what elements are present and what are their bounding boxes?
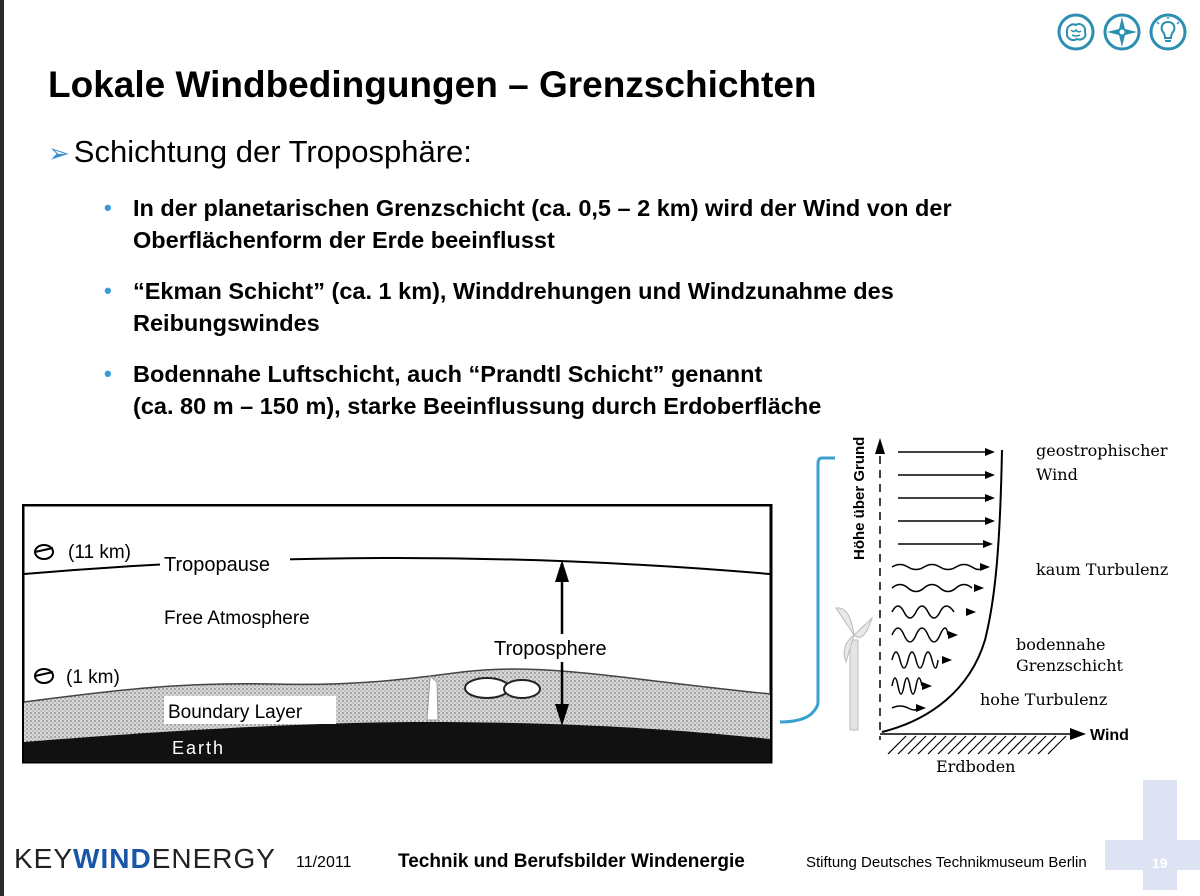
free-atmosphere-label: Free Atmosphere: [164, 608, 310, 629]
wind-vector-arrows: [892, 452, 990, 710]
kaum-turbulenz-label: kaum Turbulenz: [1036, 560, 1169, 579]
earth-label: Earth: [172, 738, 226, 758]
lightbulb-icon: [1148, 12, 1188, 52]
theta-top-label: (11 km): [68, 542, 131, 563]
theta-bottom-label: (1 km): [66, 667, 120, 688]
bodennahe-label-1: bodennahe: [1016, 635, 1106, 654]
erdboden-label: Erdboden: [936, 757, 1016, 776]
bracket-connector: [780, 458, 835, 722]
keywindenergy-logo: [14, 843, 276, 875]
geostrophic-label-2: Wind: [1036, 465, 1078, 484]
bullet-line: Reibungswindes: [133, 310, 320, 336]
wind-turbine-icon: [836, 608, 872, 730]
logo-text: ENERGY: [151, 843, 276, 874]
bullet-line: Oberflächenform der Erde beeinflusst: [133, 227, 555, 253]
slide-title: Lokale Windbedingungen – Grenzschichten: [48, 64, 817, 105]
subheading: [48, 134, 472, 170]
bullet-line: Bodennahe Luftschicht, auch “Prandtl Schicht” genannt: [133, 361, 763, 387]
footer-date: 11/2011: [296, 854, 352, 871]
footer-organization: Stiftung Deutsches Technikmuseum Berlin: [806, 854, 1087, 871]
subheading-text: Schichtung der Troposphäre:: [73, 134, 472, 169]
troposphere-label: Troposphere: [494, 638, 607, 660]
wind-profile-diagram: [780, 430, 1198, 780]
bullet-line: In der planetarischen Grenzschicht (ca. 0,5 – 2 km) wird der Wind von der: [133, 195, 952, 221]
tropopause-label: Tropopause: [164, 554, 270, 576]
x-axis-label: Wind: [1090, 727, 1129, 744]
bullet-item: [104, 275, 1104, 339]
left-edge-bar: [0, 0, 4, 896]
geostrophic-label-1: geostrophischer: [1036, 441, 1168, 460]
footer-decoration: [1143, 780, 1177, 890]
logo-text: KEY: [14, 843, 74, 874]
bullet-item: [104, 192, 1104, 256]
top-icon-group: [1056, 12, 1188, 52]
bodennahe-label-2: Grenzschicht: [1016, 656, 1123, 675]
boundary-layer-label: Boundary Layer: [168, 702, 303, 723]
hill-icon: [465, 678, 509, 698]
atmosphere-layer-diagram: [22, 504, 774, 766]
footer-title: Technik und Berufsbilder Windenergie: [398, 851, 745, 872]
bullet-list: [104, 192, 1104, 441]
bullet-item: [104, 358, 1104, 422]
page-number: 19: [1152, 855, 1168, 871]
hohe-turbulenz-label: hohe Turbulenz: [980, 690, 1108, 709]
bullet-line: (ca. 80 m – 150 m), starke Beeinflussung durch Erdoberfläche: [133, 393, 822, 419]
y-axis-label: Höhe über Grund: [851, 436, 868, 560]
bullet-line: “Ekman Schicht” (ca. 1 km), Winddrehungen und Windzunahme des: [133, 278, 894, 304]
compass-icon: [1102, 12, 1142, 52]
arrow-bullet-icon: ➢: [48, 138, 70, 168]
logo-text: WIND: [73, 843, 152, 874]
brain-icon: [1056, 12, 1096, 52]
